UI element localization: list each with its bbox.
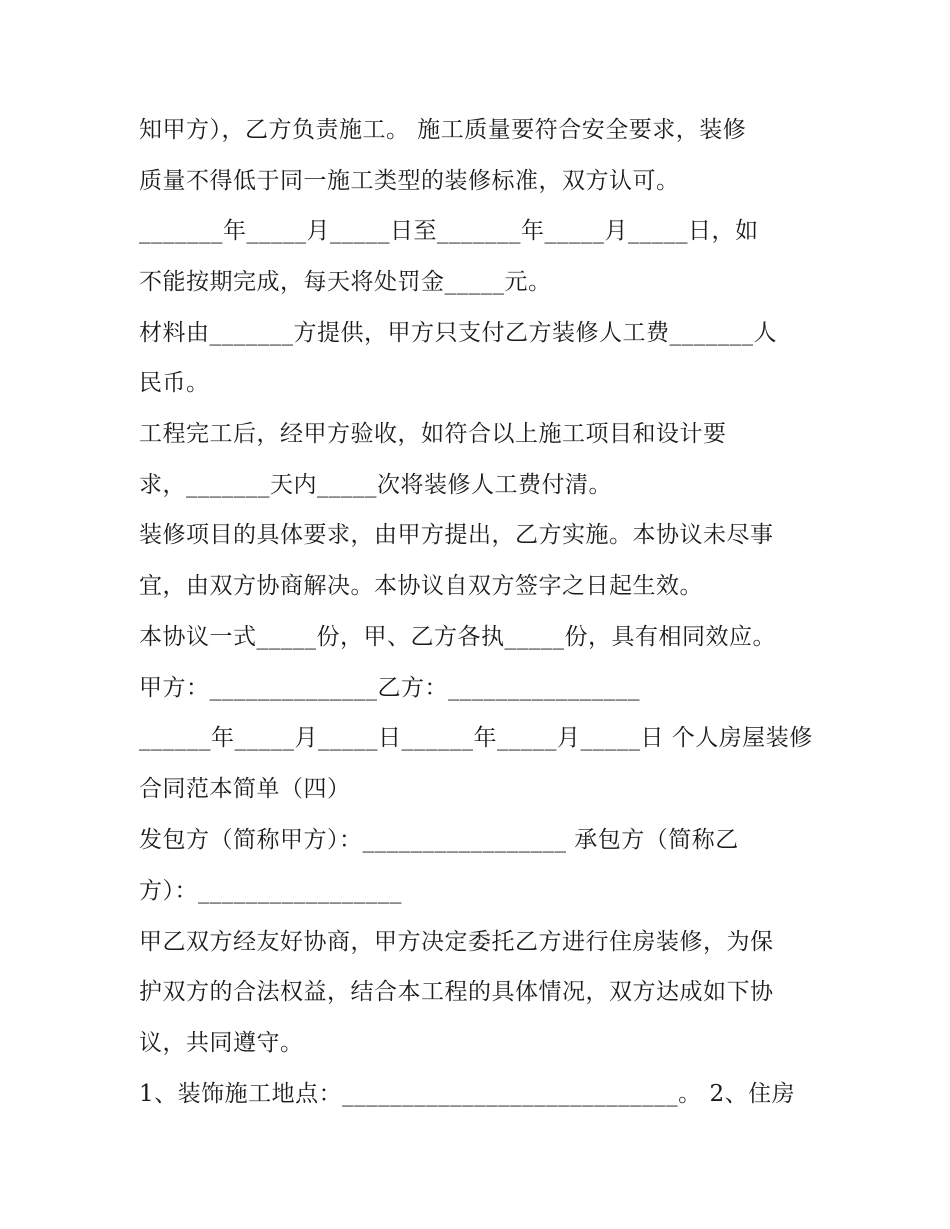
section-title: 合同范本简单（四） (139, 776, 351, 802)
paragraph-line: 质量不得低于同一施工类型的装修标准，双方认可。 (139, 168, 680, 194)
signature-line: 甲方：______________乙方：________________ (139, 675, 640, 701)
paragraph-line: 宜，由双方协商解决。本协议自双方签字之日起生效。 (139, 573, 703, 599)
paragraph-line: 议，共同遵守。 (139, 1030, 304, 1056)
paragraph-line: 发包方（简称甲方）：_________________ 承包方（简称乙 (139, 827, 739, 853)
paragraph-line: 民币。 (139, 370, 210, 396)
paragraph-line: 工程完工后，经甲方验收，如符合以上施工项目和设计要 (139, 421, 727, 447)
paragraph-line: 本协议一式_____份，甲、乙方各执_____份，具有相同效应。 (139, 624, 776, 650)
date-line: ______年_____月_____日______年_____月_____日 个人房屋装修 (139, 725, 813, 751)
paragraph-line: 知甲方），乙方负责施工。 施工质量要符合安全要求，装修 (139, 117, 747, 143)
paragraph-line: 求，_______天内_____次将装修人工费付清。 (139, 472, 612, 498)
paragraph-line: 护双方的合法权益，结合本工程的具体情况，双方达成如下协 (139, 979, 774, 1005)
paragraph-line: 材料由_______方提供，甲方只支付乙方装修人工费_______人 (139, 320, 777, 346)
paragraph-line: 装修项目的具体要求，由甲方提出，乙方实施。本协议未尽事 (139, 522, 774, 548)
paragraph-line: _______年_____月_____日至_______年_____月_____日，如 (139, 218, 759, 244)
paragraph-line: 甲乙双方经友好协商，甲方决定委托乙方进行住房装修，为保 (139, 929, 774, 955)
paragraph-line: 不能按期完成，每天将处罚金_____元。 (139, 269, 552, 295)
paragraph-line: 方）：_________________ (139, 878, 402, 904)
paragraph-line: 1、装饰施工地点：____________________________。 2、住房 (139, 1081, 796, 1107)
